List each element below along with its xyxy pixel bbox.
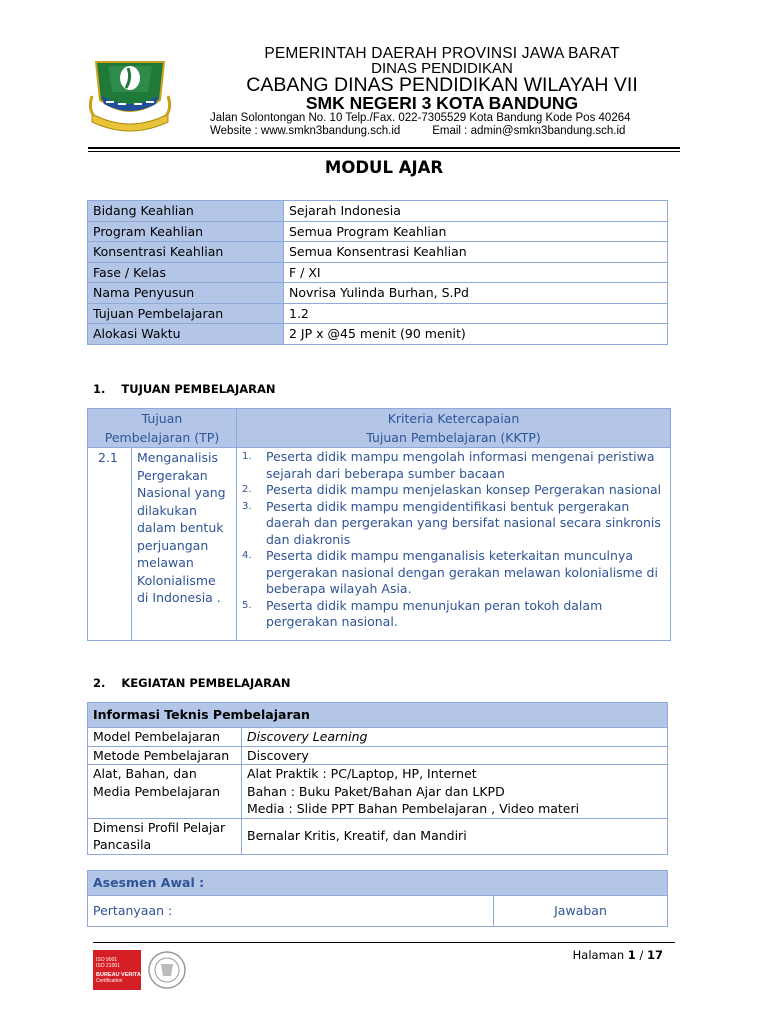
info-value: 2 JP x @45 menit (90 menit) (284, 324, 668, 345)
tp-number: 2.1 (88, 448, 132, 641)
info-value: Sejarah Indonesia (284, 201, 668, 222)
info-value: Semua Konsentrasi Keahlian (284, 242, 668, 263)
info-key: Nama Penyusun (88, 283, 284, 304)
section-number: 1. (93, 382, 106, 396)
kktp-header (237, 409, 671, 448)
info-row (88, 262, 668, 283)
letterhead (88, 46, 680, 146)
info-value: F / XI (284, 262, 668, 283)
letterhead-divider-thick (88, 147, 680, 149)
letterhead-address: Jalan Solontongan No. 10 Telp./Fax. 022-7305529 Kota Bandung Kode Pos 40264 (210, 112, 631, 124)
kktp-item-text: Peserta didik mampu menganalisis keterkaitan munculnya pergerakan nasional dengan gerakan melawan kolonialisme di beberapa wilayah Asia. (266, 548, 658, 596)
model-value-text: Discovery Learning (247, 729, 368, 744)
kktp-cell (237, 448, 671, 641)
info-row (88, 324, 668, 345)
dimensi-key: Dimensi Profil Pelajar Pancasila (88, 818, 242, 854)
alat-line: Alat Praktik : PC/Laptop, HP, Internet (247, 766, 477, 781)
info-key: Fase / Kelas (88, 262, 284, 283)
kktp-list (242, 449, 665, 631)
kktp-item-text: Peserta didik mampu menunjukan peran tokoh dalam pergerakan nasional. (266, 597, 603, 629)
letterhead-branch: CABANG DINAS PENDIDIKAN WILAYAH VII (246, 74, 638, 96)
west-java-emblem-logo (88, 52, 172, 132)
technical-info-header: Informasi Teknis Pembelajaran (88, 703, 668, 728)
info-key: Bidang Keahlian (88, 201, 284, 222)
info-key: Alokasi Waktu (88, 324, 284, 345)
kktp-item-number: 3. (242, 500, 252, 512)
kktp-item-number: 1. (242, 451, 252, 462)
section-number: 2. (93, 676, 106, 690)
kktp-item-text: Peserta didik mampu mengidentifikasi bentuk pergerakan daerah dan pergerakan yang bersifat nasional secara sinkronis dan diakronis (266, 498, 661, 547)
cert-iso-21001: ISO 21001 (96, 963, 120, 969)
info-key: Program Keahlian (88, 221, 284, 242)
page-label: Halaman (572, 948, 625, 962)
kktp-item-text: Peserta didik mampu menjelaskan konsep Pergerakan nasional (266, 482, 662, 497)
model-key: Model Pembelajaran (88, 728, 242, 747)
section-heading-kegiatan (93, 676, 291, 690)
kktp-item (242, 598, 665, 631)
section-title: KEGIATAN PEMBELAJARAN (121, 676, 291, 690)
document-title: MODUL AJAR (324, 158, 444, 177)
assessment-header: Asesmen Awal : (88, 871, 668, 896)
info-value: Novrisa Yulinda Burhan, S.Pd (284, 283, 668, 304)
model-value (242, 728, 668, 747)
assessment-question-label: Pertanyaan : (88, 896, 494, 927)
metode-key: Metode Pembelajaran (88, 746, 242, 765)
cert-bureau-veritas: BUREAU VERITAS (96, 972, 145, 978)
kktp-item-text: Peserta didik mampu mengolah informasi mengenai peristiwa sejarah dari beberapa sumber bacaan (266, 449, 655, 481)
info-value: Semua Program Keahlian (284, 221, 668, 242)
dimensi-value: Bernalar Kritis, Kreatif, dan Mandiri (242, 818, 668, 854)
letterhead-department: DINAS PENDIDIKAN (371, 60, 513, 77)
section-title: TUJUAN PEMBELAJARAN (121, 382, 276, 396)
kktp-item (242, 482, 665, 499)
initial-assessment-table (87, 870, 668, 927)
kktp-item-number: 2. (242, 484, 252, 495)
letterhead-divider-thin (88, 151, 680, 152)
info-row (88, 221, 668, 242)
assessment-answer-label: Jawaban (494, 896, 668, 927)
info-row (88, 303, 668, 324)
letterhead-government: PEMERINTAH DAERAH PROVINSI JAWA BARAT (264, 45, 620, 62)
info-value: 1.2 (284, 303, 668, 324)
info-row (88, 201, 668, 222)
total-pages: 17 (646, 948, 663, 962)
module-info-table (87, 200, 668, 345)
alat-line: Bahan : Buku Paket/Bahan Ajar dan LKPD (247, 783, 505, 799)
metode-value: Discovery (242, 746, 668, 765)
info-key: Tujuan Pembelajaran (88, 303, 284, 324)
tp-text: Menganalisis Pergerakan Nasional yang dilakukan dalam bentuk perjuangan melawan Kolonialisme di Indonesia . (132, 448, 237, 641)
kktp-item (242, 449, 665, 482)
alat-line: Media : Slide PPT Bahan Pembelajaran , Video materi (247, 801, 580, 816)
kktp-item (242, 499, 665, 549)
kktp-header-line: Tujuan Pembelajaran (KKTP) (366, 430, 541, 445)
alat-value (242, 765, 668, 819)
technical-info-table (87, 702, 668, 855)
page-separator: / (639, 948, 644, 962)
letterhead-website: Website : www.smkn3bandung.sch.id (210, 125, 401, 137)
letterhead-school-name: SMK NEGERI 3 KOTA BANDUNG (305, 93, 579, 113)
bureau-veritas-certification-logo (93, 950, 191, 990)
letterhead-contact (206, 125, 678, 137)
learning-objectives-table (87, 408, 671, 641)
alat-key: Alat, Bahan, dan Media Pembelajaran (88, 765, 242, 819)
letterhead-text (206, 46, 678, 137)
tp-header-line: Tujuan (141, 411, 183, 426)
tp-header-line: Pembelajaran (TP) (104, 430, 220, 445)
tp-header (88, 409, 237, 448)
current-page: 1 (627, 948, 636, 962)
footer-divider (93, 942, 675, 943)
section-heading-tujuan (93, 382, 276, 396)
kktp-header-line: Kriteria Ketercapaian (387, 411, 520, 426)
cert-iso-9001: ISO 9001 (96, 957, 118, 963)
kktp-item (242, 548, 665, 598)
page-number (573, 948, 663, 962)
info-row (88, 242, 668, 263)
letterhead-email: Email : admin@smkn3bandung.sch.id (432, 125, 626, 137)
info-row (88, 283, 668, 304)
kktp-item-number: 5. (242, 599, 252, 611)
cert-certification: Certification (96, 978, 123, 984)
info-key: Konsentrasi Keahlian (88, 242, 284, 263)
kktp-item-number: 4. (242, 550, 252, 561)
